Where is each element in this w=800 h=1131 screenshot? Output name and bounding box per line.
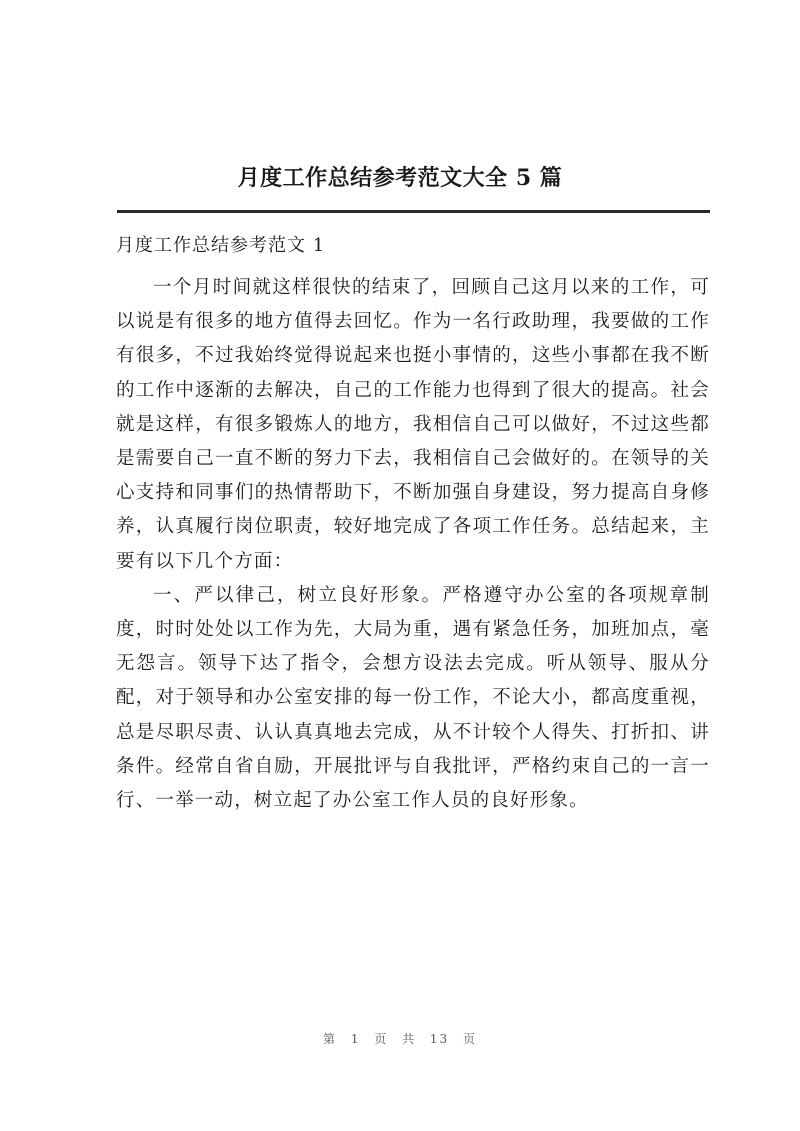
page-footer: 第 1 页 共 13 页 [323, 1032, 477, 1046]
paragraph-1: 一个月时间就这样很快的结束了，回顾自己这月以来的工作，可以说是有很多的地方值得去回忆。作为一名行政助理，我要做的工作有很多，不过我始终觉得说起来也挺小事情的，这些小事都在我不断的工作中逐渐的去解决，自己的工作能力也得到了很大的提高。社会就是这样，有很多锻炼人的地方，我相信自己可以做好，不过这些都是需要自己一直不断的努力下去，我相信自己会做好的。在领导的关心支持和同事们的热情帮助下，不断加强自身建设，努力提高自身修养，认真履行岗位职责，较好地完成了各项工作任务。总结起来，主要有以下几个方面： [116, 277, 710, 572]
document-title: 月度工作总结参考范文大全 5 篇 [237, 165, 563, 191]
paragraph-2: 一、严以律己，树立良好形象。严格遵守办公室的各项规章制度，时时处处以工作为先，大局为重，遇有紧急任务，加班加点，毫无怨言。领导下达了指令，会想方设法去完成。听从领导、服从分配，对于领导和办公室安排的每一份工作，不论大小，都高度重视，总是尽职尽责、认认真真地去完成，从不计较个人得失、打折扣、讲条件。经常自省自励，开展批评与自我批评，严格约束自己的一言一行、一举一动，树立起了办公室工作人员的良好形象。 [116, 584, 710, 812]
section-heading: 月度工作总结参考范文 1 [116, 235, 326, 256]
title-divider [117, 210, 710, 213]
document-body [116, 271, 710, 818]
